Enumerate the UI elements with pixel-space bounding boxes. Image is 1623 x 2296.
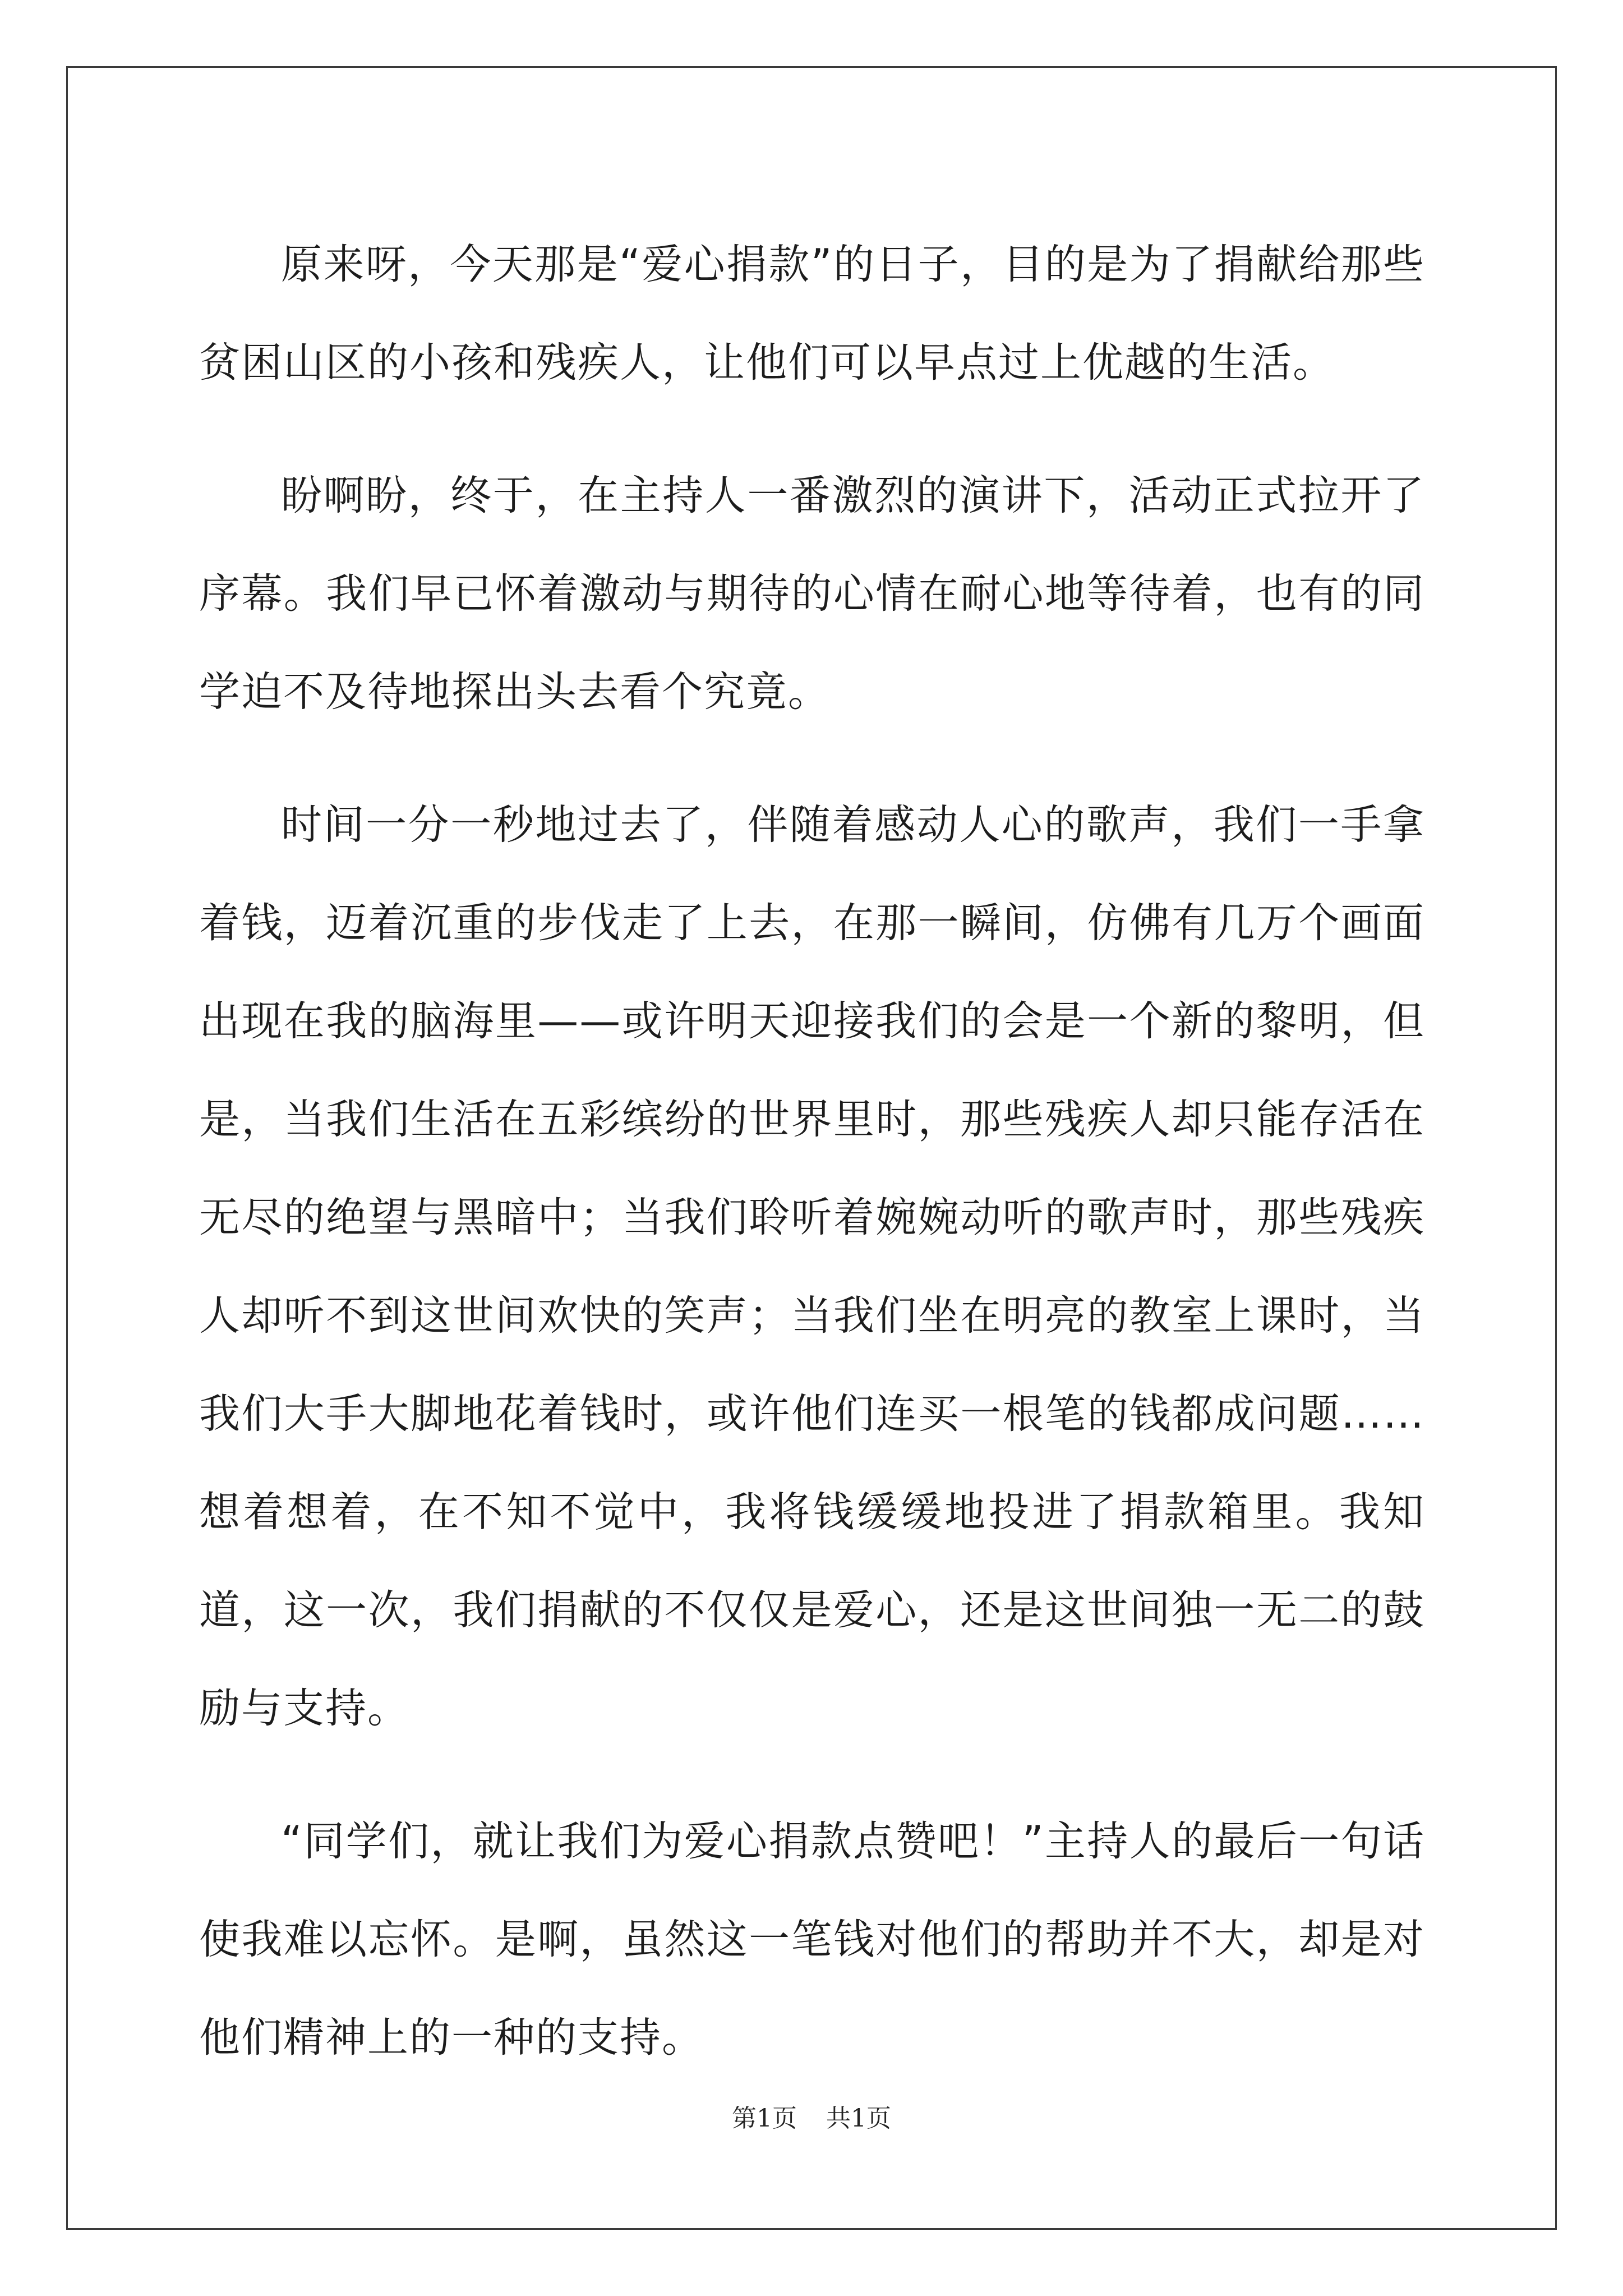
paragraph-4: “同学们，就让我们为爱心捐款点赞吧！”主持人的最后一句话使我难以忘怀。是啊，虽然这一笔钱对他们的帮助并不大，却是对他们精神上的一种的支持。 [199, 1818, 1425, 2062]
paragraph-3: 时间一分一秒地过去了，伴随着感动人心的歌声，我们一手拿着钱，迈着沉重的步伐走了上去，在那一瞬间，仿佛有几万个画面出现在我的脑海里——或许明天迎接我们的会是一个新的黎明，但是，当我们生活在五彩缤纷的世界里时，那些残疾人却只能存活在无尽的绝望与黑暗中；当我们聆听着婉婉动听的歌声时，那些残疾人却听不到这世间欢快的笑声；当我们坐在明亮的教室上课时，当我们大手大脚地花着钱时，或许他们连买一根笔的钱都成问题……想着想着，在不知不觉中，我将钱缓缓地投进了捐款箱里。我知道，这一次，我们捐献的不仅仅是爱心，还是这世间独一无二的鼓励与支持。 [199, 801, 1425, 1732]
document-body [199, 215, 1425, 2122]
page-total: 共1页 [826, 2104, 891, 2133]
page-footer [0, 2098, 1623, 2134]
paragraph-2: 盼啊盼，终于，在主持人一番激烈的演讲下，活动正式拉开了序幕。我们早已怀着激动与期待的心情在耐心地等待着，也有的同学迫不及待地探出头去看个究竟。 [199, 472, 1425, 716]
paragraph-1: 原来呀，今天那是“爱心捐款”的日子，目的是为了捐献给那些贫困山区的小孩和残疾人，让他们可以早点过上优越的生活。 [199, 241, 1425, 386]
page-number: 第1页 [732, 2104, 797, 2133]
